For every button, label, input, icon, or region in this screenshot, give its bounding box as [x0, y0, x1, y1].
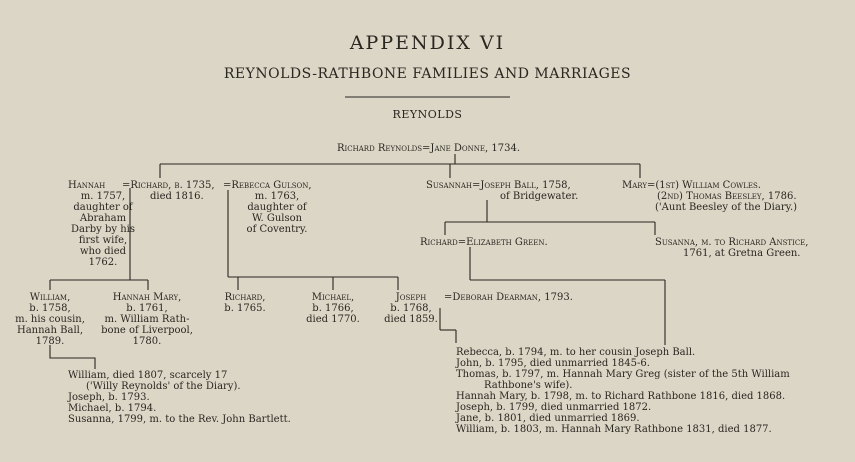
- hannah-detail: Darby by his: [71, 224, 135, 235]
- hannah-mary-detail: 1780.: [132, 336, 162, 347]
- rebecca-detail: daughter of: [247, 202, 307, 213]
- mary-beesley: (2nd) Thomas Beesley, 1786.: [657, 191, 797, 202]
- william-detail: b. 1758,: [29, 303, 71, 314]
- chart-subtitle: REYNOLDS-RATHBONE FAMILIES AND MARRIAGES: [223, 66, 632, 82]
- joseph-detail: b. 1768,: [390, 303, 432, 314]
- hannah-name: Hannah: [68, 180, 106, 191]
- hannah-detail: Abraham: [79, 213, 127, 224]
- list-item: Michael, b. 1794.: [68, 403, 157, 414]
- list-item: Rebecca, b. 1794, m. to her cousin Joseph Ball.: [456, 347, 696, 358]
- william-detail: Hannah Ball,: [16, 325, 84, 336]
- susannah-joseph-ball: Susannah=Joseph Ball, 1758,: [426, 180, 571, 191]
- richard-1735: =Richard, b. 1735,: [122, 180, 215, 191]
- root-couple: Richard Reynolds=Jane Donne, 1734.: [337, 143, 521, 154]
- william-detail: m. his cousin,: [15, 314, 85, 325]
- list-item: Susanna, 1799, m. to the Rev. John Bartlett.: [68, 414, 291, 425]
- hannah-mary-detail: b. 1761,: [126, 303, 168, 314]
- hannah-detail: first wife,: [78, 235, 128, 246]
- richard-elizabeth-green: Richard=Elizabeth Green.: [420, 237, 548, 248]
- richard-1735-died: died 1816.: [150, 191, 204, 202]
- list-item: John, b. 1795, died unmarried 1845-6.: [456, 358, 650, 369]
- susannah-joseph-ball-place: of Bridgewater.: [500, 191, 579, 202]
- list-item: ('Willy Reynolds' of the Diary).: [86, 381, 241, 392]
- hannah-mary-detail: bone of Liverpool,: [101, 325, 193, 336]
- joseph-detail: died 1859.: [384, 314, 438, 325]
- hannah-detail: m. 1757,: [80, 191, 126, 202]
- rebecca-detail: W. Gulson: [251, 213, 303, 224]
- susanna-anstice: Susanna, m. to Richard Anstice,: [655, 237, 809, 248]
- section-heading: REYNOLDS: [392, 108, 463, 121]
- hannah-mary-name: Hannah Mary,: [112, 292, 182, 303]
- william-name: William,: [29, 292, 71, 303]
- rebecca-detail: m. 1763,: [254, 191, 300, 202]
- list-item: William, died 1807, scarcely 17: [68, 370, 228, 381]
- william-children-connector: [50, 345, 95, 369]
- list-item: Rathbone's wife).: [484, 380, 573, 391]
- rebecca-name: =Rebecca Gulson,: [223, 180, 312, 191]
- michael-name: Michael,: [311, 292, 355, 303]
- list-item: Hannah Mary, b. 1798, m. to Richard Rathbone 1816, died 1868.: [456, 391, 786, 402]
- list-item: Joseph, b. 1799, died unmarried 1872.: [456, 402, 652, 413]
- deborah-dearman: =Deborah Dearman, 1793.: [444, 292, 573, 303]
- hannah-detail: who died: [79, 246, 127, 257]
- rebecca-detail: of Coventry.: [246, 224, 308, 235]
- michael-detail: b. 1766,: [312, 303, 354, 314]
- mary-aunt-beesley: ('Aunt Beesley of the Diary.): [655, 202, 798, 213]
- list-item: Jane, b. 1801, died unmarried 1869.: [456, 413, 640, 424]
- william-detail: 1789.: [35, 336, 65, 347]
- richard-1765-name: Richard,: [224, 292, 266, 303]
- list-item: Joseph, b. 1793.: [68, 392, 150, 403]
- mary-cowles: Mary=(1st) William Cowles.: [622, 180, 761, 191]
- list-item: Thomas, b. 1797, m. Hannah Mary Greg (sister of the 5th William: [456, 369, 790, 380]
- appendix-title: APPENDIX VI: [349, 32, 506, 54]
- susanna-anstice-detail: 1761, at Gretna Green.: [683, 248, 801, 259]
- joseph-name: Joseph: [395, 292, 427, 303]
- michael-detail: died 1770.: [306, 314, 360, 325]
- hannah-detail: daughter of: [73, 202, 133, 213]
- list-item: William, b. 1803, m. Hannah Mary Rathbone 1831, died 1877.: [456, 424, 772, 435]
- hannah-mary-detail: m. William Rath-: [104, 314, 190, 325]
- richard-1765-detail: b. 1765.: [224, 303, 266, 314]
- hannah-detail: 1762.: [88, 257, 118, 268]
